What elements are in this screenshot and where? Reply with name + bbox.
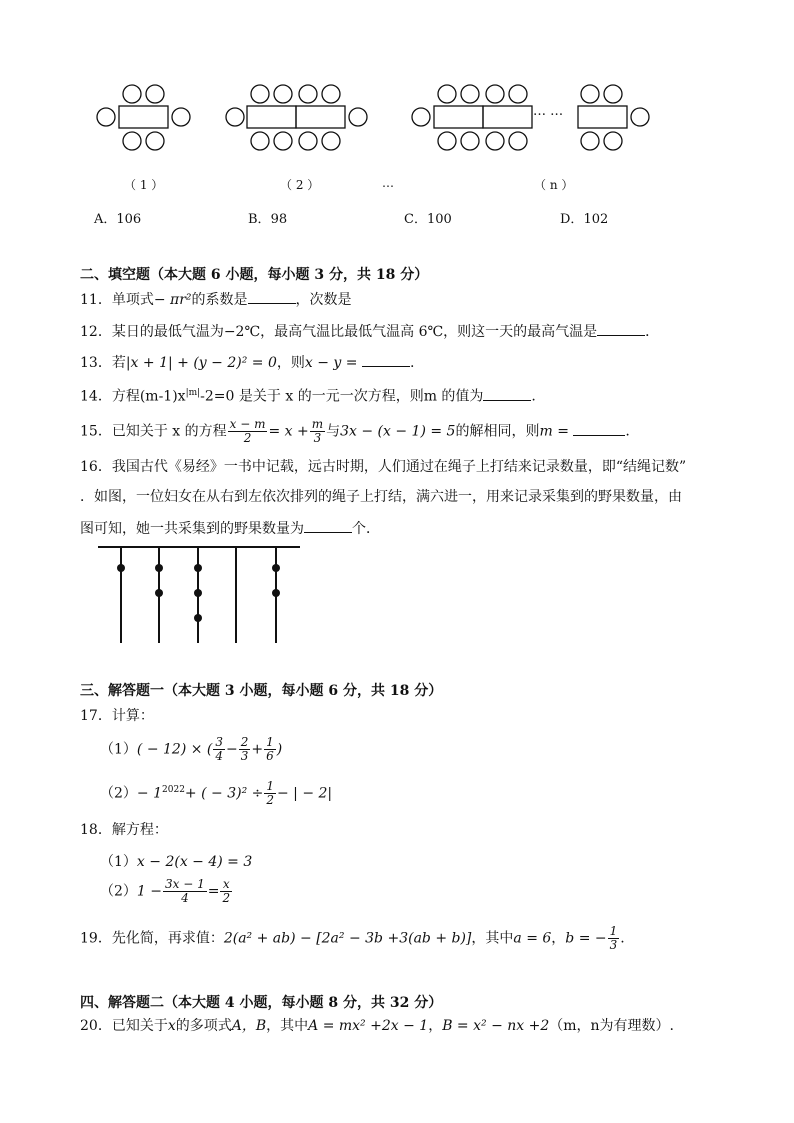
answer-blank xyxy=(362,352,410,367)
tables-figure xyxy=(90,80,670,160)
question-16-line2: ．如图，一位妇女在从右到左依次排列的绳子上打结，满六进一，用来记录采集到的野果数量，由 xyxy=(80,489,682,505)
section3-title: 三、解答题一（本大题 3 小题，每小题 6 分，共 18 分） xyxy=(80,683,443,699)
question-12: 12．某日的最低气温为−2℃，最高气温比最低气温高 6℃，则这一天的最高气温是 ． xyxy=(80,321,659,342)
question-18-1: （1）x − 2(x − 4) = 3 xyxy=(100,854,253,870)
option-d: D．102 xyxy=(560,212,609,227)
question-17-1: （1）( − 12) × ( $\frac{3}{4}$ − $\frac{2}{3}$ + $\frac{1}{6}$ ) xyxy=(100,735,283,763)
option-b: B．98 xyxy=(248,212,288,227)
question-17-2: $(2)- 1^{2022}+$ ( − 3)² ÷ $\frac{1}{2}$ − | − 2| xyxy=(100,779,333,807)
section2-title: 二、填空题（本大题 6 小题，每小题 3 分，共 18 分） xyxy=(80,267,429,283)
answer-blank xyxy=(483,386,531,401)
figure-ellipsis: … … xyxy=(533,104,564,119)
question-20: 20．已知关于x的多项式A，B，其中A = mx² +2x − 1，B = x² − nx +2（m，n为有理数）. xyxy=(80,1018,674,1034)
question-15: 15．已知关于 x 的方程 $\frac{x - m}{2}$ = x + $\frac{m}{3}$ 与3x − (x − 1) = 5的解相同，则m = . xyxy=(80,417,630,445)
question-16-line3: 图可知，她一共采集到的野果数量为 个． xyxy=(80,518,380,539)
caption-n: （ n ） xyxy=(534,178,574,192)
option-a: A．106 xyxy=(94,212,142,227)
section4-title: 四、解答题二（本大题 4 小题，每小题 8 分，共 32 分） xyxy=(80,995,443,1011)
knot-rope-figure xyxy=(96,543,306,647)
question-17: 17．计算： xyxy=(80,708,154,724)
question-18: 18．解方程： xyxy=(80,822,168,838)
question-18-2: （2）1 − $\frac{3x - 1}{4}$ = $\frac{x}{2}$ xyxy=(100,877,231,905)
answer-blank xyxy=(573,421,625,436)
option-c: C．100 xyxy=(404,212,452,227)
caption-1: （ 1 ） xyxy=(124,178,164,192)
caption-ellipsis: … xyxy=(382,176,394,190)
caption-2: （ 2 ） xyxy=(280,178,320,192)
question-11: 11．单项式− πr²的系数是 ，次数是 xyxy=(80,289,352,310)
question-13: 13．若|x + 1| + (y − 2)² = 0，则x − y = . xyxy=(80,352,414,373)
answer-blank xyxy=(304,518,352,533)
answer-blank xyxy=(597,321,645,336)
question-14: 14．方程$(m-1)x^{|m|}-2=0$ 是关于 x 的一元一次方程，则m 的值为 . xyxy=(80,383,536,407)
answer-blank xyxy=(248,289,296,304)
question-19: 19．先化简，再求值：2(a² + ab) − [2a² − 3b +3(ab + b)]，其中a = 6，b = − $\frac{1}{3}$ . xyxy=(80,924,625,952)
question-16-line1: 16．我国古代《易经》一书中记载，远古时期，人们通过在绳子上打结来记录数量，即“结绳记数” xyxy=(80,459,687,475)
